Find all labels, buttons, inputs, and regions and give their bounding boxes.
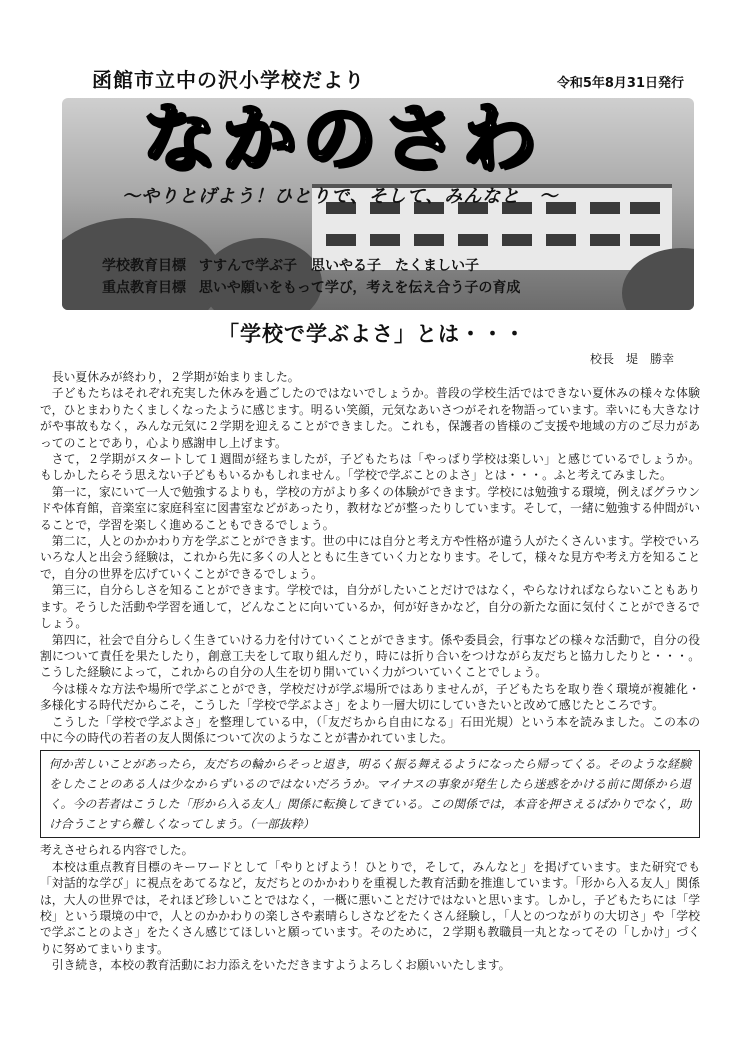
paragraph: 子どもたちはそれぞれ充実した休みを過ごしたのではないでしょうか。普段の学校生活ではできない夏休みの様々な体験で，ひとまわりたくましくなったように感じます。明るい笑顔，元気なあいさつがそれを物語っています。幸いにも大きなけがや事故もなく，みんな元気に２学期を迎えることができました。これも，保護者の皆様のご支援や地域の方のご尽力があってのことであり，心より感謝申し上げます。 — [40, 386, 700, 450]
school-name: 函館市立中の沢小学校だより — [92, 68, 365, 92]
goal-row — [102, 255, 692, 277]
goal-label: 重点教育目標 — [102, 280, 186, 296]
goal-text: 思いや願いをもって学び，考えを伝え合う子の育成 — [198, 280, 521, 296]
paragraph: 第一に，家にいて一人で勉強するよりも，学校の方がより多くの体験ができます。学校には勉強する環境，例えばグラウンドや体育館，音楽室に家庭科室に図書室などがあったり，教材などが整ったりしています。そして，一緒に勉強する仲間がいることで，学習を楽しく進めることもできるでしょう。 — [40, 484, 700, 532]
article-body — [40, 369, 700, 974]
paragraph: さて，２学期がスタートして１週間が経ちましたが，子どもたちは「やっぱり学校は楽しい」と感じているでしょうか。もしかしたらそう思えない子どももいるかもしれません。「学校で学ぶことのよさ」とは・・・。ふと考えてみました。 — [40, 452, 700, 483]
book-quote: 何か苦しいことがあったら，友だちの輪からそっと退き，明るく振る舞えるようになったら帰ってくる。そのような経験をしたことのある人は少なからずいるのではないだろうか。マイナスの事象が発生したら迷惑をかける前に関係から退く。今の若者はこうした「形から入る友人」関係に転換してきている。この関係では，本音を押さえるばかりでなく，助け合うことすら難しくなってしまう。（一部抜粋） — [40, 750, 700, 838]
school-slogan: ～やりとげよう！ひとりで、そして、みんなと ～ — [122, 186, 559, 207]
education-goals — [102, 255, 692, 299]
paragraph: 長い夏休みが終わり，２学期が始まりました。 — [51, 370, 300, 384]
article-author: 校長 堤 勝幸 — [589, 352, 674, 366]
paragraph: 本校は重点教育目標のキーワードとして「やりとげよう！ひとりで，そして，みんなと」を掲げています。また研究でも「対話的な学び」に視点をあてるなど，友だちとのかかわりを重視した教育活動を推進しています。「形から入る友人」関係は，大人の世界では，それほど珍しいことではなく，一概に悪いことだけではないと思います。しかし，子どもたちには「学校」という環境の中で，人とのかかわりの楽しさや素晴らしさなどをたくさん経験し，「人とのつながりの大切さ」や「学校で学ぶことのよさ」をたくさん感じてほしいと願っています。そのために，２学期も教職員一丸となってその「しかけ」づくりに努めてまいります。 — [40, 859, 700, 956]
article-title: 「学校で学ぶよさ」とは・・・ — [218, 322, 526, 346]
goal-label: 学校教育目標 — [102, 258, 186, 274]
paragraph: 第四に，社会で自分らしく生きていける力を付けていくことができます。係や委員会，行事などの様々な活動で，自分の役割について責任を果たしたり，創意工夫をして取り組んだり，時には折り合いをつけながら友だちと協力したりと・・・。こうした経験によって，これからの自分の人生を切り開いていく力がついていくことでしょう。 — [40, 632, 700, 680]
paragraph: 今は様々な方法や場所で学ぶことができ，学校だけが学ぶ場所ではありませんが，子どもたちを取り巻く環境が複雑化・多様化する時代だからこそ，こうした「学校で学ぶよさ」をより一層大切にしていきたいと改めて感じたところです。 — [40, 681, 700, 713]
paragraph: 第三に，自分らしさを知ることができます。学校では，自分がしたいことだけではなく，やらなければならないこともあります。そうした活動や学習を通して，どんなことに向いているか，何が好きかなど，自分の新たな面に気付くことができるでしょう。 — [40, 583, 700, 631]
goal-text: すすんで学ぶ子 思いやる子 たくましい子 — [198, 258, 480, 274]
paragraph: 第二に，人とのかかわり方を学ぶことができます。世の中には自分と考え方や性格が違う人がたくさんいます。学校でいろいろな人と出会う経験は，これから先に多くの人とともに生きていく力となります。そして，様々な見方や考え方を知ることで，自分の世界を広げていくことができるでしょう。 — [40, 534, 700, 581]
paragraph: こうした「学校で学ぶよさ」を整理している中，（「友だちから自由になる」石田光規）という本を読みました。この本の中に今の時代の若者の友人関係について次のようなことが書かれていました。 — [40, 714, 700, 745]
newsletter-header — [62, 60, 694, 310]
paragraph: 考えさせられる内容でした。 — [40, 843, 194, 858]
issue-date: 令和5年8月31日発行 — [556, 76, 684, 91]
newsletter-masthead: なかのさわ — [142, 96, 542, 182]
goal-row — [102, 277, 692, 299]
paragraph: 引き続き，本校の教育活動にお力添えをいただきますようよろしくお願いいたします。 — [51, 958, 511, 973]
